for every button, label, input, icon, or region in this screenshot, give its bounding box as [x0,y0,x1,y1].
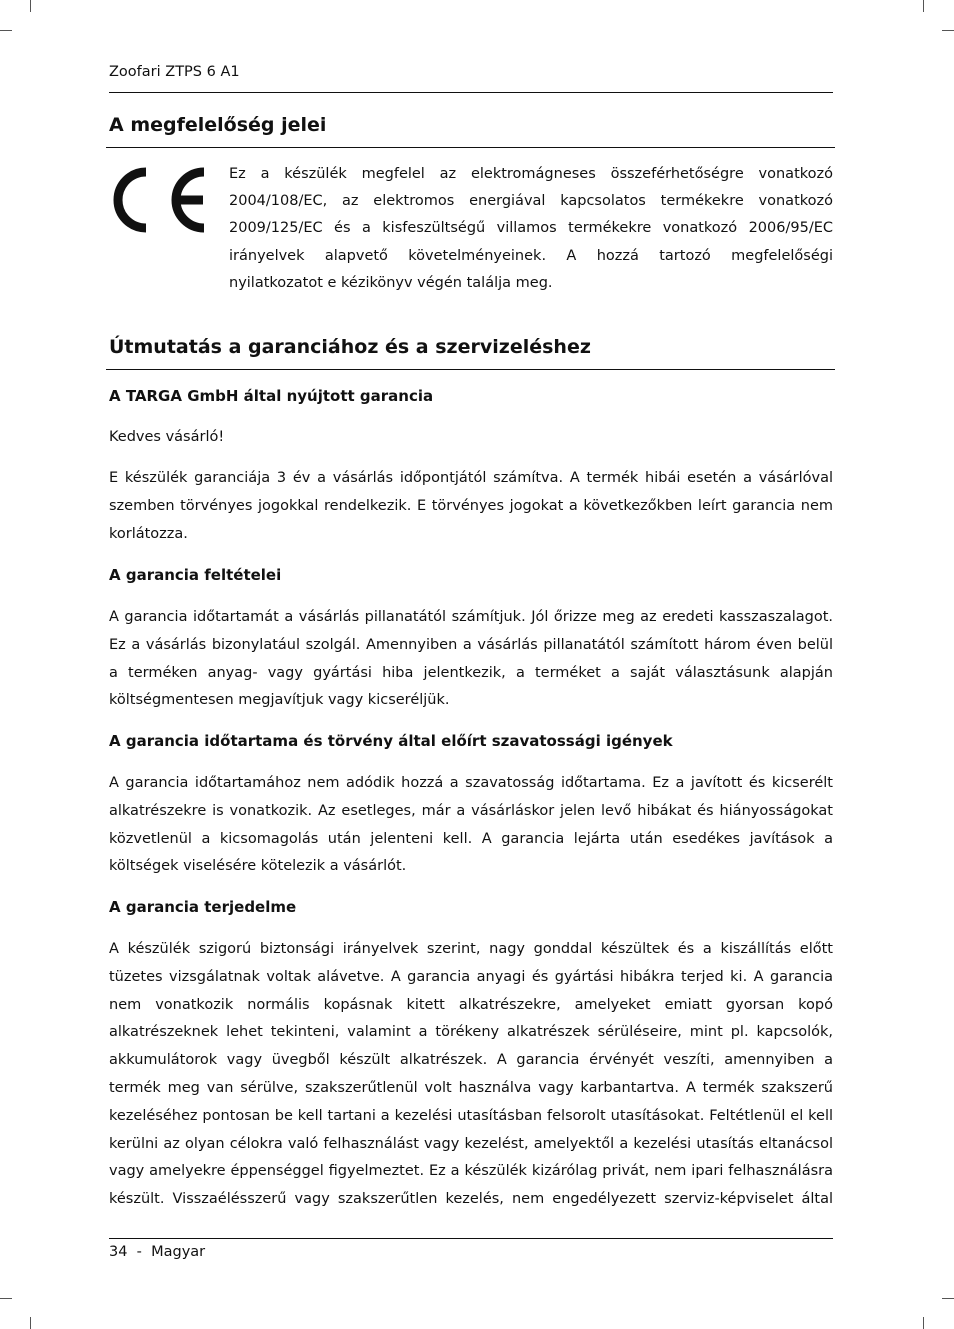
crop-mark [30,0,31,12]
paragraph-warranty-conditions: A garancia időtartamát a vásárlás pillanatától számítjuk. Jól őrizze meg az eredeti kasszaszalagot. Ez a vásárlás bizonylatául szolgál. Amennyiben a vásárlás pillanatától számított három éven belül a terméken anyag- vagy gyártási hiba jelentkezik, a terméket a saját választásunk alapján költségmentesen megjavítjuk vagy kicseréljük. [109,609,833,709]
crop-mark [0,30,12,31]
page-footer: 34 - Magyar [109,1244,206,1260]
section-rule [106,147,835,148]
crop-mark [942,1298,954,1299]
crop-mark [923,1317,924,1329]
section-rule [106,369,835,370]
paragraph-warranty-scope: A készülék szigorú biztonsági irányelvek szerint, nagy gonddal készültek és a kiszállítás előtt tüzetes vizsgálatnak voltak alávetve. A garancia anyagi és gyártási hibákra terjed ki. A garancia nem vonatkozik normális kopásnak kitett alkatrészekre, amelyeket emiatt gyorsan kopó alkatrészeknek lehet tekinteni, valamint a törékeny alkatrészek sérüléseire, mint pl. kapcsolók, akkumulátorok vagy üvegből készült alkatrészek. A garancia érvényét veszíti, amennyiben a termék meg van sérülve, szakszerűtlenül volt használva vagy karbantartva. A termék szakszerű kezeléséhez pontosan be kell tartani a kezelési utasításban felsorolt utasításokat. Feltétlenül el kell kerülni az olyan célokra való felhasználást vagy kezelést, amelyektől a kezelési utasítás eltanácsol vagy amelyekre éppenséggel figyelmeztet. Ez a készülék kizárólag privát, nem ipari felhasználásra készült. Visszaélésszerű vagy szakszerűtlen kezelés, nem engedélyezett szerviz-képviselet által [109,941,833,1208]
section-title-warranty: Útmutatás a garanciához és a szervizeléshez [109,336,591,358]
crop-mark [0,1298,12,1299]
crop-mark [942,30,954,31]
subheading-targa-warranty: A TARGA GmbH által nyújtott garancia [109,387,434,405]
conformity-text: Ez a készülék megfelel az elektromágneses összeférhetőségre vonatkozó 2004/108/EC, az elektromos energiával kapcsolatos termékekre vonatkozó 2009/125/EC és a kisfeszültségű villamos termékekre vonatkozó 2006/95/EC irányelvek alapvető követelményeinek. A hozzá tartozó megfelelőségi nyilatkozatot e kézikönyv végén találja meg. [229,166,833,291]
subheading-warranty-duration: A garancia időtartama és törvény által előírt szavatossági igények [109,732,673,750]
paragraph-warranty-intro: E készülék garanciája 3 év a vásárlás időpontjától számítva. A termék hibái esetén a vásárlóval szemben törvényes jogokkal rendelkezik. E törvényes jogokat a következőkben leírt garancia nem korlátozza. [109,470,833,542]
subheading-warranty-conditions: A garancia feltételei [109,566,282,584]
header-rule [109,92,833,93]
page-header: Zoofari ZTPS 6 A1 [109,64,240,80]
subheading-warranty-scope: A garancia terjedelme [109,898,297,916]
paragraph-warranty-duration: A garancia időtartamához nem adódik hozzá a szavatosság időtartama. Ez a javított és kicserélt alkatrészekre is vonatkozik. Az esetleges, már a vásárláskor jelen levő hibákat és hiányosságokat közvetlenül a kicsomagolás után jelenteni kell. A garancia lejárta után esedékes javítások a költségek viselésére kötelezik a vásárlót. [109,775,833,875]
section-title-conformity: A megfelelőség jelei [109,114,327,136]
greeting: Kedves vásárló! [109,429,225,445]
ce-mark-icon [106,160,210,240]
crop-mark [923,0,924,12]
footer-rule [109,1238,833,1239]
crop-mark [30,1317,31,1329]
